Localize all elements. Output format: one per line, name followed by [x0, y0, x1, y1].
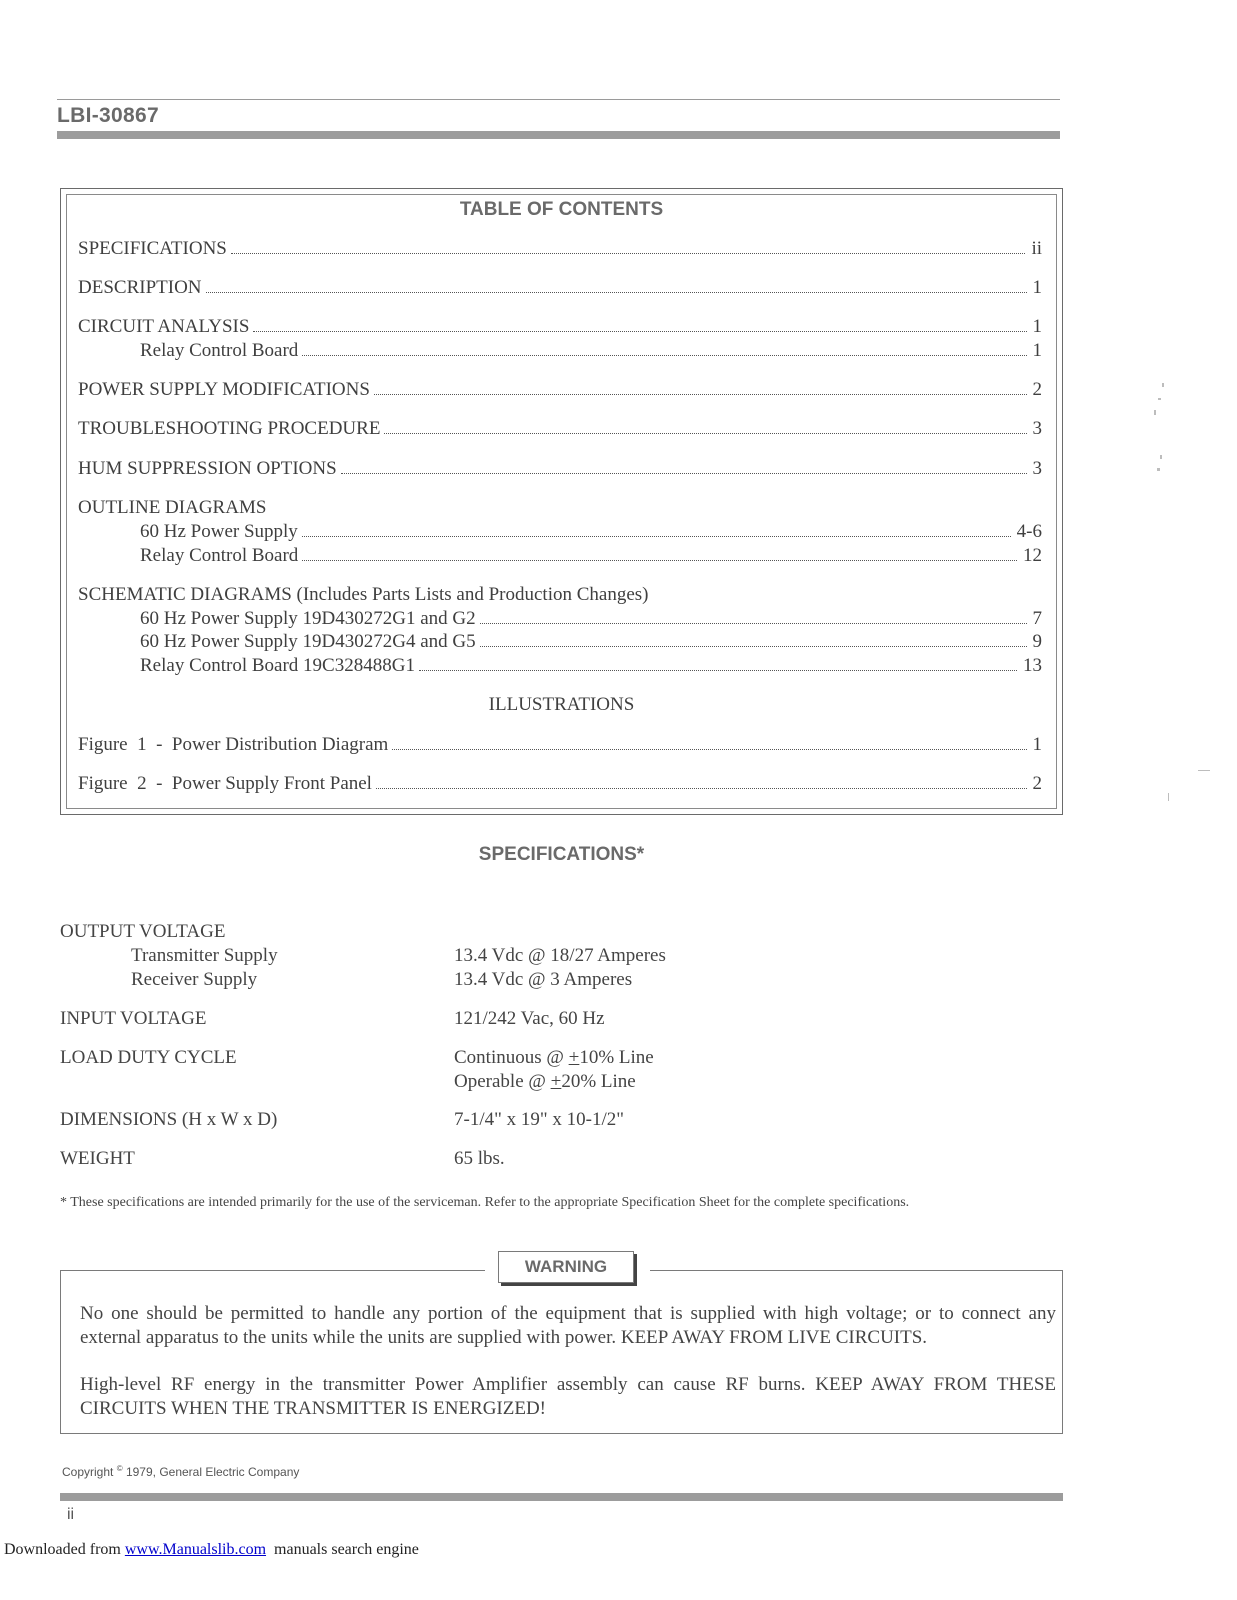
- scan-speck: [1162, 383, 1164, 387]
- toc-entry-label: Relay Control Board: [140, 340, 299, 361]
- spec-dimensions-value: 7-1/4" x 19" x 10-1/2": [454, 1109, 624, 1130]
- scan-speck: [1160, 455, 1162, 459]
- scan-speck: [1198, 770, 1210, 771]
- copyright-prefix: Copyright: [62, 1465, 114, 1479]
- download-suffix: manuals search engine: [266, 1541, 419, 1558]
- toc-entry-label: Figure 1 - Power Distribution Diagram: [78, 734, 389, 755]
- leader-dots: [480, 623, 1027, 624]
- page-number: ii: [67, 1506, 75, 1523]
- toc-entry-page: 12: [1023, 545, 1042, 566]
- toc-entry-troubleshooting[interactable]: [78, 417, 1042, 441]
- spec-input-voltage-label: INPUT VOLTAGE: [60, 1008, 207, 1029]
- warning-paragraph-2: High-level RF energy in the transmitter Power Amplifier assembly can cause RF burns. KEEP AWAY FROM THESE CIRCUITS WHEN THE TRANSMITTER IS ENERGIZED!: [80, 1374, 1056, 1419]
- download-notice: [4, 1541, 419, 1559]
- leader-dots: [392, 749, 1026, 750]
- toc-entry-page: 9: [1032, 631, 1042, 652]
- scan-speck: [1168, 793, 1169, 801]
- manualslib-link[interactable]: www.Manualslib.com: [124, 1541, 267, 1558]
- toc-entry-schematic-g1-g2[interactable]: [140, 607, 1042, 631]
- spec-load-duty-value-1: [454, 1046, 654, 1070]
- toc-entry-page: 3: [1032, 458, 1042, 479]
- spec-load-duty-label: LOAD DUTY CYCLE: [60, 1047, 237, 1068]
- toc-title: TABLE OF CONTENTS: [459, 199, 664, 220]
- scan-speck: [1158, 398, 1161, 400]
- toc-entry-label: 60 Hz Power Supply 19D430272G4 and G5: [140, 631, 476, 652]
- toc-entry-relay-control-board[interactable]: [140, 339, 1042, 363]
- header-bar: [57, 131, 1060, 139]
- leader-dots: [341, 473, 1027, 474]
- toc-figure-2[interactable]: [78, 772, 1042, 796]
- leader-dots: [419, 670, 1017, 671]
- spec-transmitter-value: 13.4 Vdc @ 18/27 Amperes: [454, 945, 666, 966]
- leader-dots: [384, 433, 1026, 434]
- toc-entry-label: 60 Hz Power Supply: [140, 521, 298, 542]
- copyright-symbol: ©: [116, 1464, 123, 1473]
- plus-minus-sign: +: [568, 1047, 580, 1068]
- toc-section-schematic-diagrams: SCHEMATIC DIAGRAMS (Includes Parts Lists and Production Changes): [78, 584, 649, 605]
- spec-load-prefix: Operable @: [454, 1071, 551, 1092]
- leader-dots: [302, 560, 1017, 561]
- toc-entry-label: HUM SUPPRESSION OPTIONS: [78, 458, 337, 479]
- document-id: LBI-30867: [57, 104, 159, 127]
- toc-entry-page: 1: [1032, 316, 1042, 337]
- toc-entry-description[interactable]: [78, 276, 1042, 300]
- warning-paragraph-1: No one should be permitted to handle any portion of the equipment that is supplied with high voltage; or to connect any external apparatus to the units while the units are supplied with power. KEEP AWAY FROM LIVE CIRCUITS.: [80, 1303, 1056, 1348]
- toc-entry-label: SPECIFICATIONS: [78, 238, 227, 259]
- spec-transmitter-label: Transmitter Supply: [131, 945, 278, 966]
- toc-section-outline-diagrams: OUTLINE DIAGRAMS: [78, 497, 267, 518]
- scan-speck: [1154, 410, 1156, 415]
- spec-output-voltage-label: OUTPUT VOLTAGE: [60, 921, 226, 942]
- toc-entry-hum-suppression[interactable]: [78, 457, 1042, 481]
- footer-bar: [60, 1493, 1063, 1501]
- leader-dots: [480, 646, 1027, 647]
- toc-entry-label: DESCRIPTION: [78, 277, 202, 298]
- illustrations-title: ILLUSTRATIONS: [488, 694, 635, 715]
- leader-dots: [206, 292, 1027, 293]
- specifications-title: SPECIFICATIONS*: [478, 844, 645, 865]
- top-rule: [57, 99, 1060, 100]
- toc-entry-page: ii: [1031, 238, 1042, 259]
- spec-weight-value: 65 lbs.: [454, 1148, 505, 1169]
- toc-entry-page: 13: [1023, 655, 1042, 676]
- toc-entry-page: 1: [1032, 340, 1042, 361]
- copyright-notice: [62, 1464, 299, 1479]
- toc-entry-schematic-g4-g5[interactable]: [140, 630, 1042, 654]
- toc-entry-page: 1: [1032, 734, 1042, 755]
- toc-entry-page: 7: [1032, 608, 1042, 629]
- toc-entry-circuit-analysis[interactable]: [78, 315, 1042, 339]
- toc-entry-outline-60hz[interactable]: [140, 520, 1042, 544]
- spec-load-suffix: 10% Line: [579, 1047, 654, 1068]
- toc-entry-label: 60 Hz Power Supply 19D430272G1 and G2: [140, 608, 476, 629]
- toc-entry-page: 2: [1032, 379, 1042, 400]
- leader-dots: [231, 253, 1026, 254]
- leader-dots: [302, 355, 1026, 356]
- scan-speck: [1157, 468, 1160, 471]
- toc-entry-page: 3: [1032, 418, 1042, 439]
- spec-dimensions-label: DIMENSIONS (H x W x D): [60, 1109, 278, 1130]
- copyright-suffix: 1979, General Electric Company: [125, 1465, 300, 1479]
- spec-receiver-value: 13.4 Vdc @ 3 Amperes: [454, 969, 633, 990]
- toc-entry-label: Figure 2 - Power Supply Front Panel: [78, 773, 372, 794]
- toc-figure-1[interactable]: [78, 733, 1042, 757]
- toc-entry-outline-relay[interactable]: [140, 544, 1042, 568]
- toc-entry-label: POWER SUPPLY MODIFICATIONS: [78, 379, 370, 400]
- spec-receiver-label: Receiver Supply: [131, 969, 258, 990]
- spec-load-prefix: Continuous @: [454, 1047, 569, 1068]
- download-prefix: Downloaded from: [4, 1541, 125, 1558]
- spec-load-duty-value-2: [454, 1070, 636, 1094]
- toc-entry-page: 1: [1032, 277, 1042, 298]
- toc-entry-specifications[interactable]: [78, 237, 1042, 261]
- toc-entry-schematic-relay[interactable]: [140, 654, 1042, 678]
- leader-dots: [376, 788, 1027, 789]
- leader-dots: [253, 331, 1026, 332]
- spec-input-voltage-value: 121/242 Vac, 60 Hz: [454, 1008, 605, 1029]
- toc-entry-label: TROUBLESHOOTING PROCEDURE: [78, 418, 381, 439]
- leader-dots: [374, 394, 1027, 395]
- toc-entry-page: 2: [1032, 773, 1042, 794]
- plus-minus-sign: +: [550, 1071, 562, 1092]
- toc-entry-page: 4-6: [1016, 521, 1042, 542]
- toc-entry-label: Relay Control Board: [140, 545, 299, 566]
- toc-entry-label: Relay Control Board 19C328488G1: [140, 655, 415, 676]
- leader-dots: [302, 536, 1011, 537]
- toc-entry-label: CIRCUIT ANALYSIS: [78, 316, 250, 337]
- spec-weight-label: WEIGHT: [60, 1148, 135, 1169]
- warning-label: WARNING: [498, 1251, 634, 1283]
- toc-entry-power-supply-modifications[interactable]: [78, 378, 1042, 402]
- specifications-footnote: * These specifications are intended primarily for the use of the serviceman. Refer to the appropriate Specification Sheet for the complete specifications.: [60, 1195, 910, 1210]
- spec-load-suffix: 20% Line: [561, 1071, 636, 1092]
